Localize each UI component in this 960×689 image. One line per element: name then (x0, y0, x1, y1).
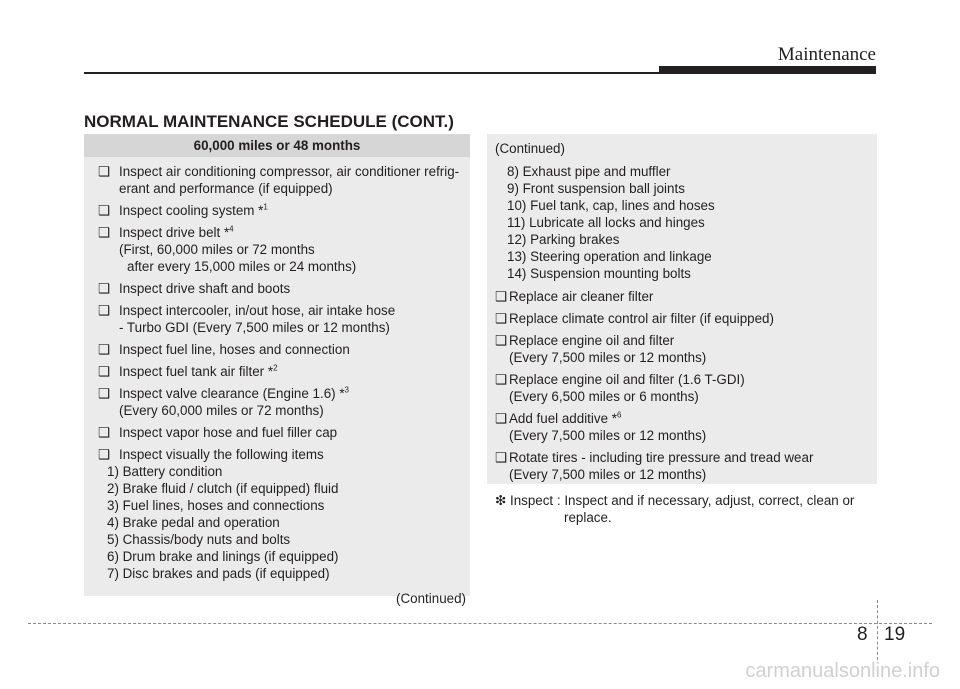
sub-list-item: 9) Front suspension ball joints (507, 181, 685, 196)
schedule-panel-left (84, 134, 470, 606)
checkbox-icon: ❑ (495, 289, 508, 304)
checkbox-icon: ❑ (495, 450, 508, 465)
checkbox-icon: ❑ (495, 411, 508, 426)
sub-list-item: 12) Parking brakes (507, 232, 620, 247)
sub-list-item: 13) Steering operation and linkage (507, 249, 712, 264)
checkbox-icon: ❑ (98, 425, 111, 440)
inspect-footnote: ❇ Inspect : Inspect and if necessary, adjust, correct, clean or replace. (495, 493, 855, 525)
list-item: ❑ Replace air cleaner filter (495, 289, 654, 304)
checkbox-icon: ❑ (98, 203, 111, 218)
list-item: ❑ Replace engine oil and filter (1.6 T-GDI) (Every 6,500 miles or 6 months) (495, 372, 745, 404)
page-number: 19 (884, 624, 906, 645)
checkbox-icon: ❑ (98, 164, 111, 179)
checkbox-icon: ❑ (98, 364, 111, 379)
checkbox-icon: ❑ (98, 447, 111, 462)
checkbox-icon: ❑ (495, 372, 508, 387)
chapter-number: 8 (857, 624, 868, 645)
list-item: ❑ Inspect fuel tank air filter *$^2$ (98, 363, 278, 379)
list-item: ❑ Replace engine oil and filter (Every 7,500 miles or 12 months) (495, 333, 707, 365)
list-item: ❑ Inspect intercooler, in/out hose, air intake hose - Turbo GDI (Every 7,500 miles or 12 months) (98, 303, 396, 335)
asterisk-icon: ❇ (495, 493, 507, 508)
sub-list-item: 11) Lubricate all locks and hinges (507, 215, 705, 230)
checkbox-icon: ❑ (495, 311, 508, 326)
checkbox-icon: ❑ (98, 281, 111, 296)
schedule-panel-right (487, 134, 877, 484)
sub-list-item: 5) Chassis/body nuts and bolts (107, 532, 291, 547)
list-item: ❑ Inspect drive shaft and boots (98, 281, 291, 296)
checkbox-icon: ❑ (98, 225, 111, 240)
section-header: Maintenance (777, 44, 876, 65)
sub-list-item: 14) Suspension mounting bolts (507, 266, 691, 281)
sub-list-item: 10) Fuel tank, cap, lines and hoses (507, 198, 715, 213)
list-item: ❑ Inspect fuel line, hoses and connection (98, 342, 350, 357)
sub-list-item: 6) Drum brake and linings (if equipped) (107, 549, 339, 564)
checkbox-icon: ❑ (98, 303, 111, 318)
watermark: carmanualsonline.info (745, 660, 940, 682)
header-rule-thick (659, 66, 876, 74)
continued-note: (Continued) (495, 141, 565, 156)
list-item: ❑ Replace climate control air filter (if equipped) (495, 311, 774, 326)
checkbox-icon: ❑ (98, 386, 111, 401)
sub-list-item: 2) Brake fluid / clutch (if equipped) fluid (107, 481, 339, 496)
list-item: ❑ Inspect valve clearance (Engine 1.6) *$^3$ (Every 60,000 miles or 72 months) (98, 385, 349, 418)
list-item: ❑ Rotate tires - including tire pressure and tread wear (Every 7,500 miles or 12 months) (495, 450, 814, 482)
continued-note: (Continued) (396, 591, 466, 606)
list-item: ❑ Add fuel additive *$^6$ (Every 7,500 miles or 12 months) (495, 410, 707, 443)
list-item: ❑ Inspect drive belt *$^4$ (First, 60,000 miles or 72 months after every 15,000 miles or 24 months) (98, 224, 357, 274)
inspection-sublist (84, 463, 470, 582)
checkbox-icon: ❑ (495, 333, 508, 348)
page-title: NORMAL MAINTENANCE SCHEDULE (CONT.) (84, 112, 454, 131)
list-item: ❑ Inspect air conditioning compressor, air conditioner refrig- erant and performance (if equipped) (98, 164, 460, 196)
inspection-sublist (487, 163, 877, 282)
sub-list-item: 1) Battery condition (107, 464, 223, 479)
checkbox-icon: ❑ (98, 342, 111, 357)
list-item: ❑ Inspect visually the following items (98, 447, 324, 462)
sub-list-item: 3) Fuel lines, hoses and connections (107, 498, 325, 513)
page-number-divider (877, 600, 878, 660)
sub-list-item: 8) Exhaust pipe and muffler (507, 164, 671, 179)
sub-list-item: 7) Disc brakes and pads (if equipped) (107, 566, 330, 581)
interval-band: 60,000 miles or 48 months (84, 134, 470, 157)
list-item: ❑ Inspect cooling system *$^1$ (98, 202, 268, 218)
sub-list-item: 4) Brake pedal and operation (107, 515, 280, 530)
footer-rule (28, 623, 932, 624)
header-rule (84, 72, 659, 74)
list-item: ❑ Inspect vapor hose and fuel filler cap (98, 425, 338, 440)
